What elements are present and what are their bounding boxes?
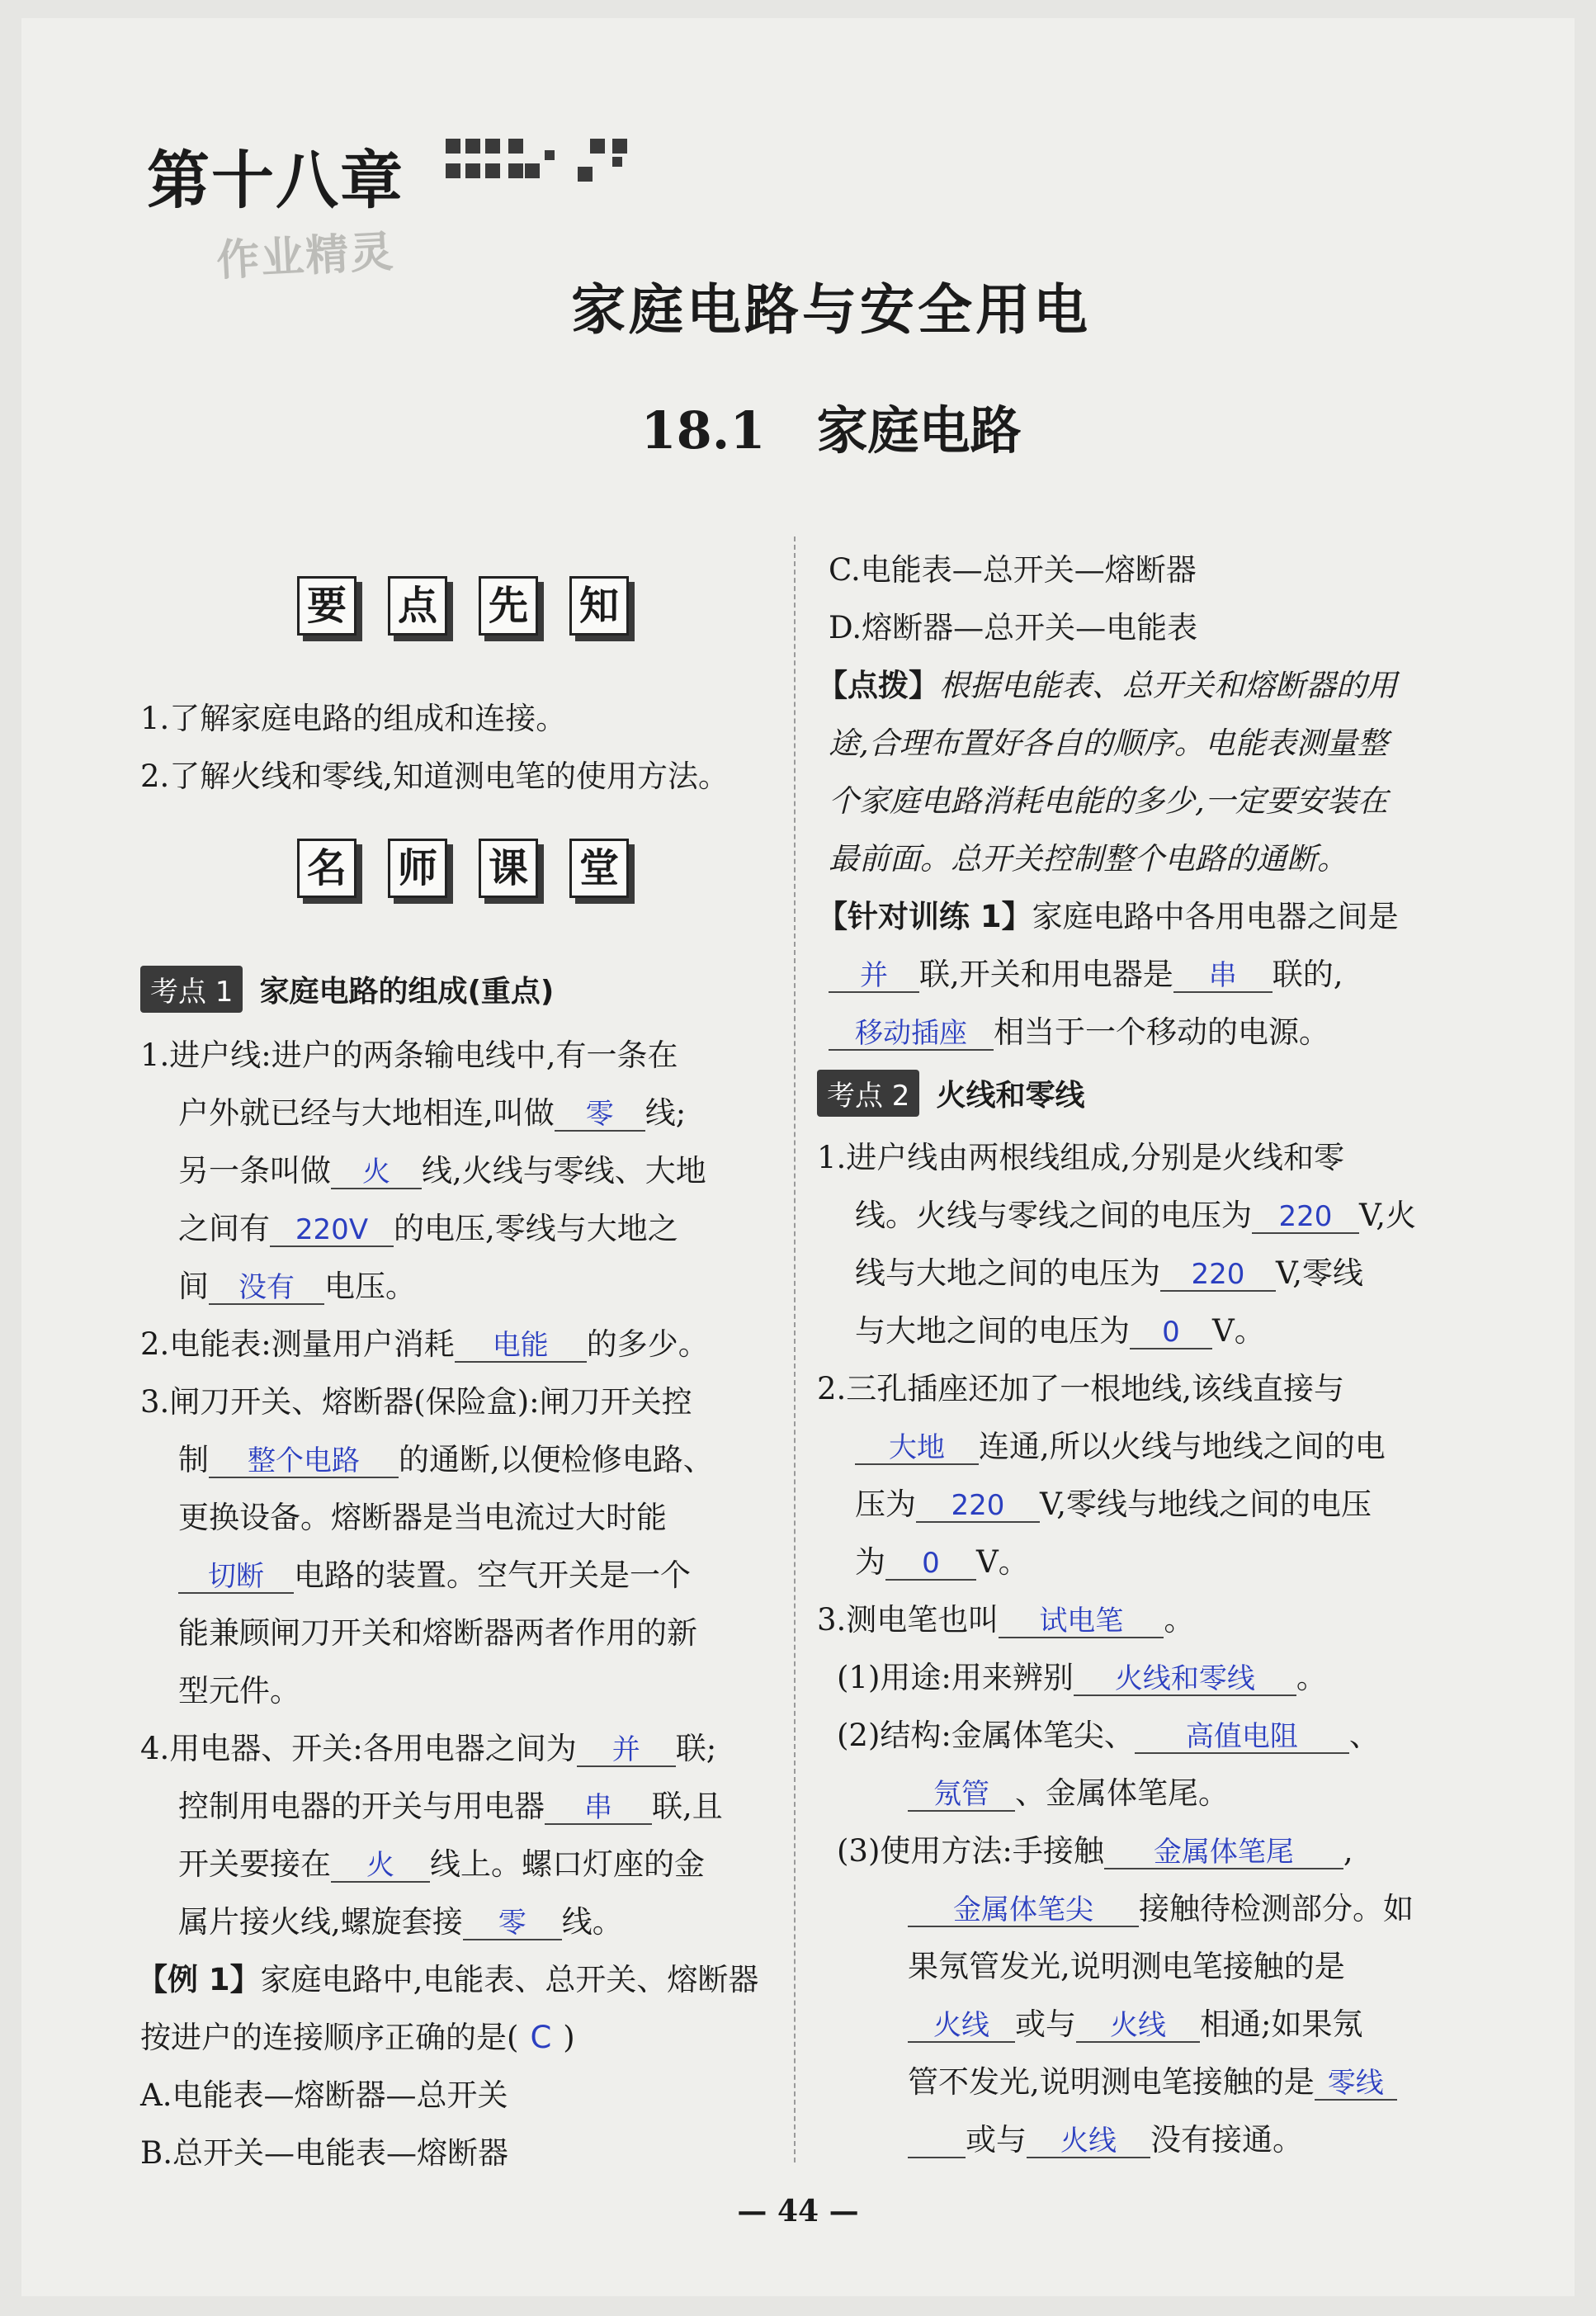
text: 线,火线与零线、大地 [422, 1153, 706, 1189]
answer-blank: 并 [577, 1736, 676, 1767]
example-answer: C [530, 2020, 552, 2055]
text-line: 1.进户线由两根线组成,分别是火线和零 [817, 1140, 1345, 1175]
example-line [137, 1954, 758, 1999]
text: V,零线 [1276, 1255, 1364, 1291]
text-line [140, 1723, 716, 1768]
answer-blank: 火线 [1027, 2127, 1150, 2158]
answer-blank: 火 [331, 1851, 430, 1883]
answer-blank: 金属体笔尖 [908, 1896, 1139, 1927]
text: 另一条叫做 [178, 1153, 331, 1189]
text-line [817, 1595, 1194, 1639]
text: 之间有 [178, 1211, 270, 1246]
text-line [855, 1306, 1265, 1350]
text: 为 [855, 1544, 885, 1580]
text: 间 [178, 1269, 209, 1304]
kaodian-1 [140, 966, 554, 1013]
text: 。 [1164, 1602, 1195, 1638]
text: 联,且 [652, 1789, 723, 1824]
text: 线。 [561, 1904, 623, 1940]
answer-blank: 220 [1160, 1260, 1276, 1292]
text: V,火 [1359, 1198, 1417, 1233]
text: 、金属体笔尾。 [1015, 1775, 1229, 1811]
text: 联; [675, 1731, 717, 1766]
header-char: 堂 [569, 839, 629, 898]
text-line: 3.闸刀开关、熔断器(保险盒):闸刀开关控 [140, 1384, 692, 1420]
text: 线; [645, 1095, 687, 1131]
text: 家庭电路中,电能表、总开关、熔断器 [260, 1962, 759, 1997]
kaodian-tag: 考点 1 [140, 966, 243, 1013]
answer-blank: 零 [555, 1100, 645, 1132]
text: 控制用电器的开关与用电器 [178, 1789, 545, 1824]
answer-blank: 0 [1130, 1318, 1212, 1349]
answer-blank: 零线 [1315, 2069, 1397, 2101]
text: 的电压,零线与大地之 [394, 1211, 678, 1246]
text: 联的, [1272, 957, 1343, 992]
text-line [908, 2057, 1397, 2101]
answer-blank: 整个电路 [209, 1447, 399, 1478]
text: 。 [1296, 1660, 1327, 1695]
text-line [837, 1710, 1380, 1755]
text: 相当于一个移动的电源。 [994, 1014, 1329, 1050]
answer-blank: 串 [1173, 962, 1273, 993]
tip-line [817, 660, 1397, 705]
text: 接触待检测部分。如 [1139, 1891, 1414, 1926]
text: 家庭电路中各用电器之间是 [1032, 899, 1399, 934]
text-line [855, 1190, 1416, 1235]
header-char: 要 [297, 576, 357, 636]
text: 压为 [855, 1486, 916, 1522]
text: (3)使用方法:手接触 [837, 1833, 1104, 1869]
header-char: 点 [388, 576, 447, 636]
text-line [837, 1652, 1327, 1697]
tip-line: 个家庭电路消耗电能的多少,一定要安装在 [829, 783, 1388, 819]
text: 或与 [1015, 2006, 1076, 2042]
answer-blank: 大地 [855, 1434, 979, 1465]
answer-blank: 高值电阻 [1135, 1723, 1349, 1754]
text: V。 [976, 1544, 1029, 1580]
text: 电路的装置。空气开关是一个 [294, 1557, 691, 1593]
text: 相通;如果氖 [1200, 2006, 1363, 2042]
tip-line: 最前面。总开关控制整个电路的通断。 [829, 841, 1348, 877]
answer-blank: 没有 [209, 1274, 324, 1305]
answer-blank: 火线 [1076, 2011, 1200, 2043]
text: 根据电能表、总开关和熔断器的用 [939, 668, 1397, 703]
text-line [908, 1768, 1229, 1813]
option-a: A.电能表—熔断器—总开关 [140, 2077, 508, 2113]
text: 制 [178, 1442, 209, 1477]
training-label: 【针对训练 1】 [817, 899, 1032, 934]
text-line [178, 1781, 723, 1826]
option-c: C.电能表—总开关—熔断器 [829, 552, 1197, 588]
text: 4.用电器、开关:各用电器之间为 [140, 1731, 577, 1766]
answer-blank: 火 [331, 1158, 422, 1189]
text-line: 1.进户线:进户的两条输电线中,有一条在 [140, 1037, 678, 1073]
answer-blank: 0 [885, 1549, 976, 1581]
answer-blank: 220 [1252, 1203, 1359, 1234]
answer-blank: 并 [829, 962, 919, 993]
text: V。 [1212, 1313, 1265, 1349]
mingshi-header [297, 839, 629, 898]
text: 按进户的连接顺序正确的是( [140, 2020, 519, 2055]
text-line: 能兼顾闸刀开关和熔断器两者作用的新 [178, 1615, 697, 1651]
text: 户外就已经与大地相连,叫做 [178, 1095, 555, 1131]
header-char: 先 [479, 576, 538, 636]
text-line [178, 1550, 691, 1595]
text: (2)结构:金属体笔尖、 [837, 1718, 1135, 1753]
text-line [178, 1839, 705, 1884]
text: 线上。螺口灯座的金 [430, 1846, 705, 1882]
text-line: 果氖管发光,说明测电笔接触的是 [908, 1949, 1345, 1984]
text: 2.电能表:测量用户消耗 [140, 1326, 455, 1362]
text: 开关要接在 [178, 1846, 331, 1882]
column-divider [794, 536, 796, 2162]
option-b: B.总开关—电能表—熔断器 [140, 2135, 508, 2171]
training-line [829, 1007, 1329, 1052]
tip-label: 【点拨】 [817, 668, 939, 703]
kaodian-title: 家庭电路的组成(重点) [259, 975, 555, 1009]
header-char: 名 [297, 839, 357, 898]
answer-blank: 试电笔 [999, 1607, 1164, 1638]
text-line [178, 1088, 686, 1132]
chapter-decoration [446, 139, 652, 196]
text-line [178, 1203, 678, 1248]
text: 线。火线与零线之间的电压为 [855, 1198, 1252, 1233]
training-line [817, 891, 1399, 936]
text: 与大地之间的电压为 [855, 1313, 1130, 1349]
watermark: 作业精灵 [215, 227, 396, 286]
answer-blank: 火线和零线 [1074, 1665, 1296, 1696]
text-line [178, 1261, 416, 1306]
text-line [178, 1435, 714, 1479]
text-line [140, 1319, 709, 1364]
option-d: D.熔断器—总开关—电能表 [829, 610, 1198, 645]
kaodian-title: 火线和零线 [936, 1079, 1085, 1113]
page-number: — 44 — [737, 2194, 859, 2229]
answer-blank: 零 [463, 1909, 562, 1940]
text-line [855, 1537, 1029, 1581]
text: ) [563, 2020, 575, 2055]
example-line [140, 2012, 575, 2057]
header-char: 知 [569, 576, 629, 636]
text-line [908, 1884, 1414, 1928]
text: 的通断,以便检修电路、 [399, 1442, 714, 1477]
text: , [1343, 1833, 1353, 1869]
text: 线与大地之间的电压为 [855, 1255, 1160, 1291]
text: 3.测电笔也叫 [817, 1602, 999, 1638]
text: 或与 [966, 2122, 1027, 2158]
tip-line: 途,合理布置好各自的顺序。电能表测量整 [829, 726, 1388, 761]
answer-blank: 220V [270, 1216, 394, 1247]
answer-blank: 移动插座 [829, 1019, 994, 1051]
text: 电压。 [324, 1269, 416, 1304]
section-title: 家庭电路与安全用电 [571, 278, 1091, 342]
text-line [178, 1897, 623, 1941]
objective-1: 1.了解家庭电路的组成和连接。 [140, 701, 567, 736]
text: 的多少。 [586, 1326, 709, 1362]
answer-blank [908, 2127, 966, 2158]
text-line: 型元件。 [178, 1673, 300, 1709]
header-char: 课 [479, 839, 538, 898]
answer-blank: 电能 [455, 1331, 587, 1363]
text-line: 更换设备。熔断器是当电流过大时能 [178, 1500, 667, 1535]
answer-blank: 氖管 [908, 1780, 1015, 1812]
text-line: 2.三孔插座还加了一根地线,该线直接与 [817, 1371, 1345, 1406]
chapter-title: 第十八章 [147, 144, 404, 217]
objective-2: 2.了解火线和零线,知道测电笔的使用方法。 [140, 759, 730, 794]
text: 没有接通。 [1150, 2122, 1303, 2158]
answer-blank: 金属体笔尾 [1104, 1838, 1343, 1869]
answer-blank: 切断 [178, 1562, 294, 1594]
text: 属片接火线,螺旋套接 [178, 1904, 463, 1940]
text: 连通,所以火线与地线之间的电 [979, 1429, 1386, 1464]
header-char: 师 [388, 839, 447, 898]
example-label: 【例 1】 [137, 1962, 261, 1997]
yaodian-header [297, 576, 629, 636]
text: 联,开关和用电器是 [919, 957, 1173, 992]
answer-blank: 220 [916, 1491, 1040, 1523]
text-line [855, 1479, 1372, 1524]
kaodian-2 [817, 1070, 1084, 1117]
text-line [908, 1999, 1362, 2044]
text-line [855, 1248, 1363, 1293]
text-line [178, 1146, 706, 1190]
text: V,零线与地线之间的电压 [1040, 1486, 1372, 1522]
text-line [908, 2115, 1303, 2159]
text-line [855, 1421, 1386, 1466]
answer-blank: 火线 [908, 2011, 1015, 2043]
subsection-title: 18.1 家庭电路 [640, 400, 1022, 461]
text: 管不发光,说明测电笔接触的是 [908, 2064, 1315, 2100]
text: 、 [1348, 1718, 1380, 1753]
answer-blank: 串 [545, 1794, 652, 1825]
training-line [829, 949, 1343, 994]
kaodian-tag: 考点 2 [817, 1070, 919, 1117]
text-line [837, 1826, 1353, 1870]
text: (1)用途:用来辨别 [837, 1660, 1074, 1695]
